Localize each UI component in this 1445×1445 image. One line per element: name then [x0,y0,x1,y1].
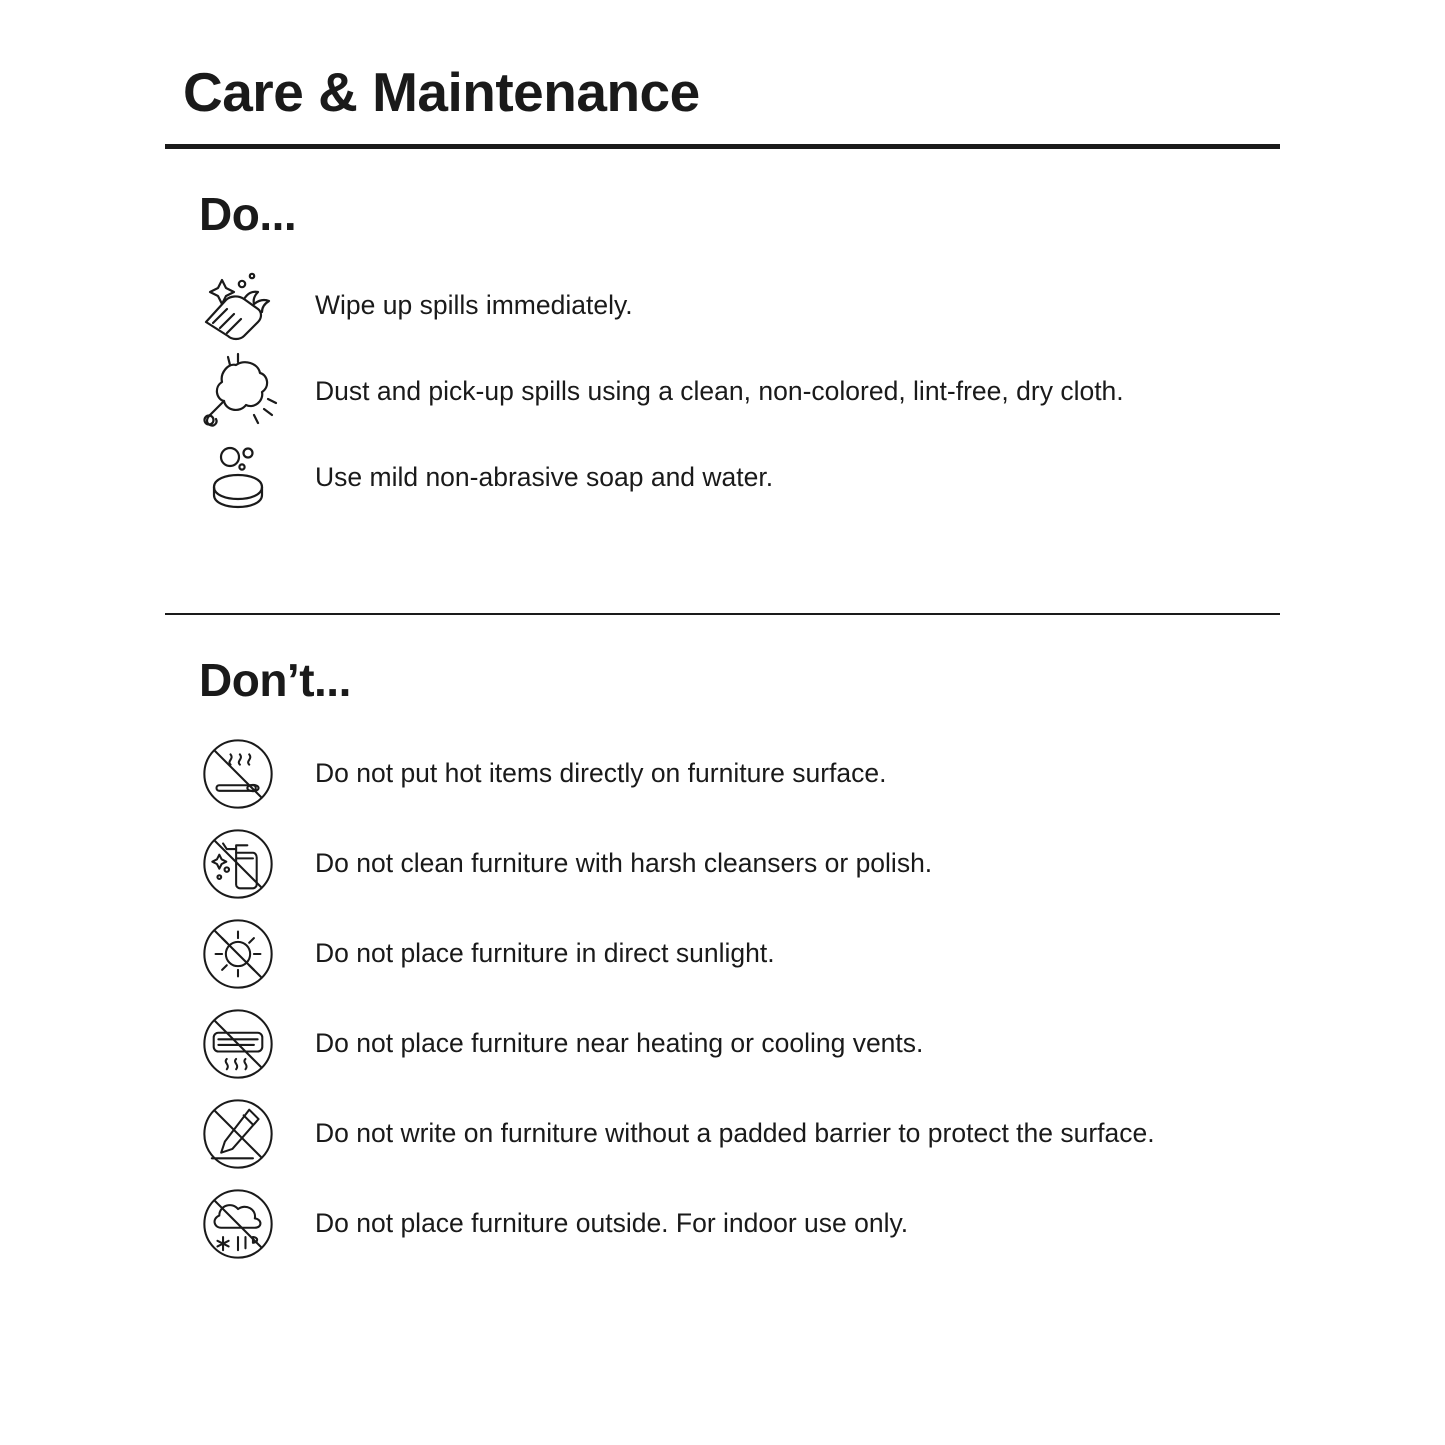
no-direct-sunlight-icon [183,911,293,997]
list-item-label: Do not place furniture near heating or cooling vents. [315,1028,924,1059]
wipe-spill-icon [183,263,293,349]
list-item [183,263,1280,349]
do-list [183,263,1280,521]
dont-list [183,729,1280,1269]
section-spacer [165,561,1280,613]
page-title: Care & Maintenance [183,61,700,123]
list-item-label: Do not write on furniture without a padded barrier to protect the surface. [315,1118,1155,1149]
list-item-label: Dust and pick-up spills using a clean, non-colored, lint-free, dry cloth. [315,376,1124,407]
no-outdoor-weather-icon [183,1181,293,1267]
do-section [165,187,1280,521]
list-item-label: Do not place furniture outside. For indoor use only. [315,1208,909,1239]
no-hvac-vent-icon [183,1001,293,1087]
list-item-label: Wipe up spills immediately. [315,290,633,321]
do-section-heading: Do... [199,188,297,240]
list-item-label: Use mild non-abrasive soap and water. [315,462,774,493]
no-spray-cleanser-icon [183,821,293,907]
list-item-label: Do not clean furniture with harsh cleansers or polish. [315,848,933,879]
no-writing-icon [183,1091,293,1177]
list-item [183,999,1280,1089]
dont-section-heading: Don’t... [199,654,351,706]
list-item [183,819,1280,909]
list-item [183,729,1280,819]
title-divider [165,144,1280,149]
dont-section [165,653,1280,1269]
duster-icon [183,349,293,435]
list-item [183,1089,1280,1179]
list-item [183,349,1280,435]
list-item [183,909,1280,999]
list-item-label: Do not place furniture in direct sunlight. [315,938,775,969]
list-item [183,1179,1280,1269]
no-hot-items-icon [183,731,293,817]
soap-bubbles-icon [183,435,293,521]
section-divider [165,613,1280,615]
list-item [183,435,1280,521]
list-item-label: Do not put hot items directly on furniture surface. [315,758,887,789]
